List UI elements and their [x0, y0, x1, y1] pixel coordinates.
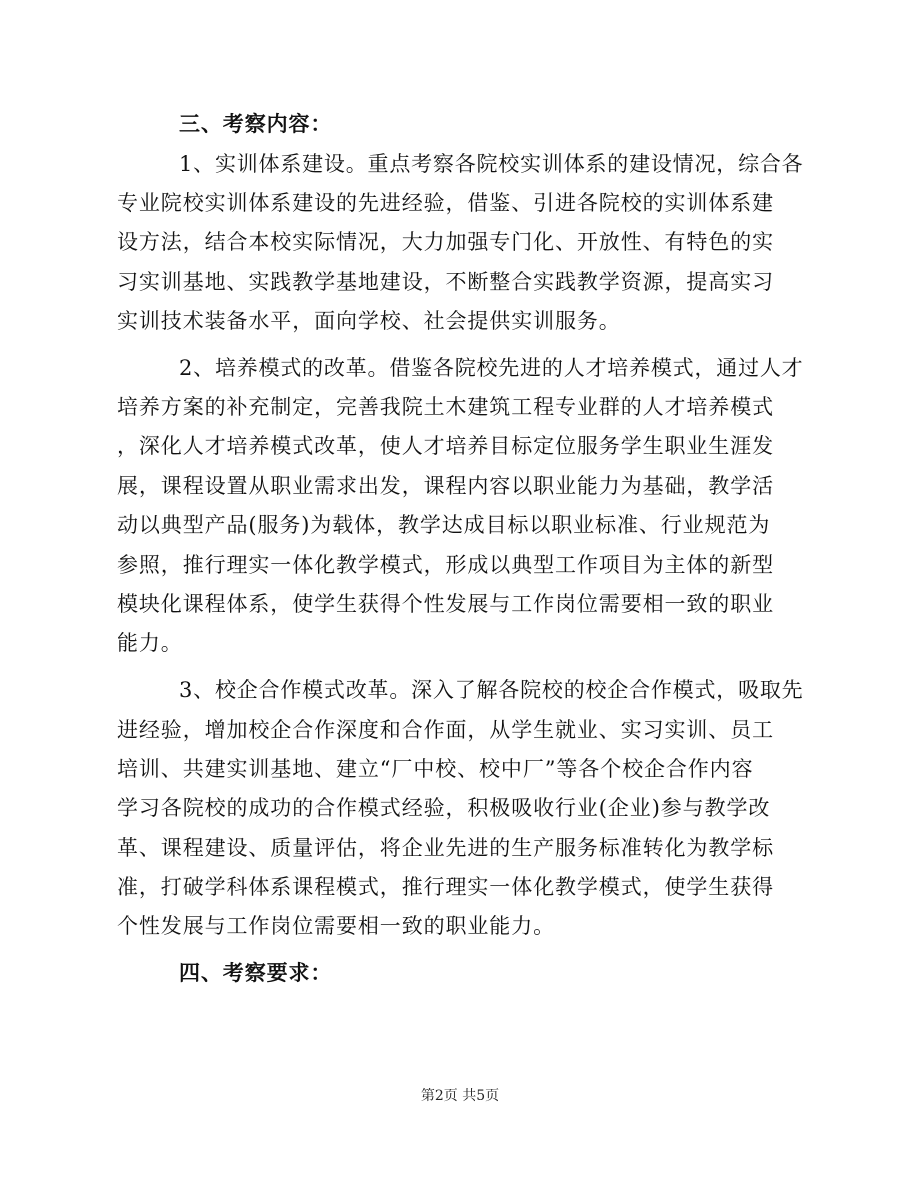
paragraph-line: 准，打破学科体系课程模式，推行理实一体化教学模式，使学生获得 — [117, 875, 774, 899]
paragraph-line: 2、培养模式的改革。借鉴各院校先进的人才培养模式，通过人才 — [179, 356, 804, 380]
paragraph-line: 设方法，结合本校实际情况，大力加强专门化、开放性、有特色的实 — [117, 230, 774, 254]
paragraph-line: ，深化人才培养模式改革，使人才培养目标定位服务学生职业生涯发 — [117, 434, 774, 458]
section-heading: 四、考察要求： — [179, 960, 333, 985]
paragraph-line: 1、实训体系建设。重点考察各院校实训体系的建设情况，综合各 — [179, 152, 804, 176]
paragraph-line: 3、校企合作模式改革。深入了解各院校的校企合作模式，吸取先 — [179, 678, 804, 702]
paragraph-line: 模块化课程体系，使学生获得个性发展与工作岗位需要相一致的职业 — [117, 592, 774, 616]
paragraph-line: 能力。 — [117, 631, 183, 655]
paragraph-line: 学习各院校的成功的合作模式经验，积极吸收行业(企业)参与教学改 — [117, 796, 771, 820]
paragraph-line: 革、课程建设、质量评估，将企业先进的生产服务标准转化为教学标 — [117, 836, 774, 860]
paragraph-line: 实训技术装备水平，面向学校、社会提供实训服务。 — [117, 309, 621, 333]
paragraph-line: 动以典型产品(服务)为载体，教学达成目标以职业标准、行业规范为 — [117, 513, 771, 537]
paragraph-line: 专业院校实训体系建设的先进经验，借鉴、引进各院校的实训体系建 — [117, 191, 774, 215]
paragraph-line: 习实训基地、实践教学基地建设，不断整合实践教学资源，提高实习 — [117, 270, 774, 294]
paragraph-line: 培训、共建实训基地、建立“厂中校、校中厂”等各个校企合作内容 — [117, 757, 754, 781]
paragraph-line: 展，课程设置从职业需求出发，课程内容以职业能力为基础，教学活 — [117, 474, 774, 498]
paragraph-line: 培养方案的补充制定，完善我院土木建筑工程专业群的人才培养模式 — [117, 395, 774, 419]
paragraph-line: 个性发展与工作岗位需要相一致的职业能力。 — [117, 914, 555, 938]
page-footer: 第2页 共5页 — [420, 1088, 500, 1104]
paragraph-line: 进经验，增加校企合作深度和合作面，从学生就业、实习实训、员工 — [117, 718, 774, 742]
paragraph-line: 参照，推行理实一体化教学模式，形成以典型工作项目为主体的新型 — [117, 553, 774, 577]
section-heading: 三、考察内容： — [179, 111, 333, 136]
